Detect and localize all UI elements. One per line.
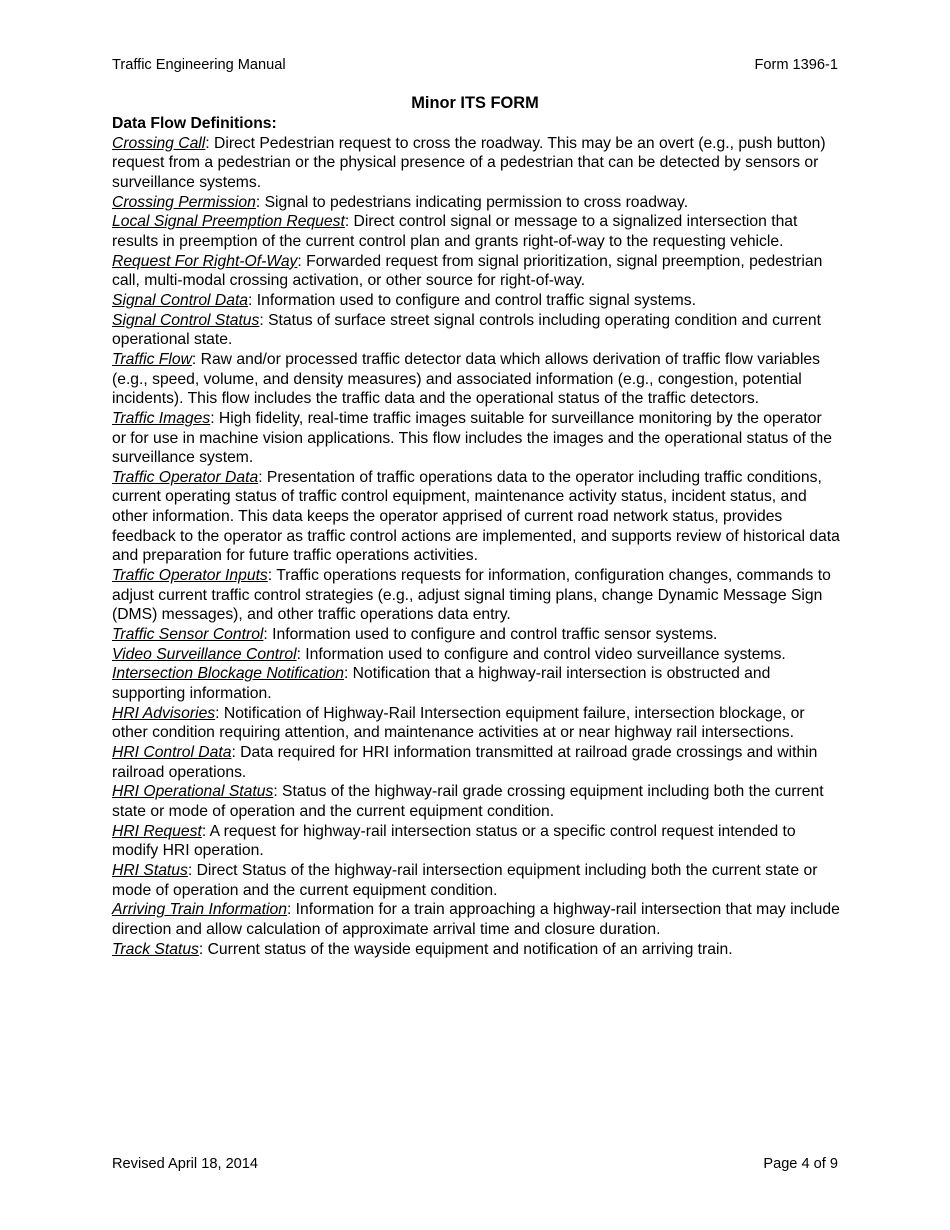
definition-track-status (112, 940, 840, 960)
definition-term: Signal Control Status (112, 311, 260, 329)
definition-hri-control-data (112, 743, 840, 782)
definition-term: Arriving Train Information (112, 901, 287, 919)
definition-hri-request (112, 822, 840, 861)
header-manual-title: Traffic Engineering Manual (112, 57, 286, 73)
definition-term: Signal Control Data (112, 291, 249, 309)
definition-traffic-sensor-control (112, 625, 840, 645)
definition-text: : Data required for HRI information transmitted at railroad grade crossings and within railroad operations. (112, 744, 818, 781)
definition-hri-operational-status (112, 782, 840, 821)
definition-term: HRI Status (112, 861, 188, 879)
definition-intersection-blockage-notification (112, 664, 840, 703)
footer-revision-date: Revised April 18, 2014 (112, 1156, 259, 1172)
definition-text: : Information used to configure and control traffic sensor systems. (263, 626, 718, 644)
definition-term: Track Status (112, 940, 199, 958)
definition-text: : Status of surface street signal controls including operating condition and current operational state. (112, 311, 821, 349)
footer-page-number: Page 4 of 9 (763, 1156, 838, 1172)
document-body (112, 114, 840, 959)
definition-video-surveillance-control (112, 645, 840, 665)
definition-term: Intersection Blockage Notification (112, 665, 344, 683)
definition-signal-control-status (112, 311, 840, 350)
definition-hri-advisories (112, 704, 840, 743)
definition-text: : Direct Status of the highway-rail intersection equipment including both the current state or mode of operation and the current equipment condition. (112, 861, 818, 899)
definition-traffic-flow (112, 350, 840, 409)
definition-term: Local Signal Preemption Request (112, 213, 345, 231)
definition-term: HRI Control Data (112, 744, 232, 761)
definition-term: Video Surveillance Control (112, 645, 297, 663)
section-heading: Data Flow Definitions: (112, 115, 277, 132)
definition-text: : Current status of the wayside equipment and notification of an arriving train. (198, 940, 733, 958)
definition-crossing-permission (112, 193, 840, 213)
definition-text: : Raw and/or processed traffic detector data which allows derivation of traffic flow variables (e.g., speed, volume, and density measures) and associated information (e.g., congestion, potential incidents). This flow includes the traffic data and the operational status of the traffic detectors. (112, 350, 821, 408)
definition-signal-control-data (112, 291, 840, 311)
definition-request-for-right-of-way (112, 252, 840, 291)
definition-text: : Notification of Highway-Rail Intersection equipment failure, intersection blockage, or other condition requiring attention, and maintenance activities at or near highway rail intersections. (112, 704, 805, 742)
definition-text: : Information used to configure and control traffic signal systems. (248, 291, 696, 309)
definition-text: : A request for highway-rail intersection status or a specific control request intended to modify HRI operation. (112, 822, 796, 860)
header-form-number: Form 1396-1 (754, 57, 838, 73)
definition-term: HRI Request (112, 822, 202, 840)
definition-hri-status (112, 861, 840, 900)
definition-traffic-operator-inputs (112, 566, 840, 625)
definition-term: Traffic Images (112, 409, 211, 427)
definition-term: Crossing Permission (112, 193, 256, 211)
definition-term: Request For Right-Of-Way (112, 252, 298, 270)
definition-traffic-images (112, 409, 840, 468)
definition-local-signal-preemption-request (112, 212, 840, 251)
definition-text: : Notification that a highway-rail intersection is obstructed and supporting information. (112, 665, 771, 703)
definition-text: : Information used to configure and control video surveillance systems. (296, 645, 786, 663)
definition-term: Traffic Operator Inputs (112, 567, 268, 585)
definition-term: Traffic Sensor Control (112, 626, 264, 644)
definition-text: : Signal to pedestrians indicating permission to cross roadway. (255, 193, 689, 211)
definition-term: Traffic Operator Data (112, 468, 259, 486)
definition-traffic-operator-data (112, 468, 840, 566)
definition-term: HRI Advisories (112, 704, 216, 722)
page-title: Minor ITS FORM (411, 94, 539, 112)
definition-text: : Forwarded request from signal prioritization, signal preemption, pedestrian call, multi-modal crossing activation, or other source for right-of-way. (112, 252, 823, 290)
definition-text: : Status of the highway-rail grade crossing equipment including both the current state or mode of operation and the current equipment condition. (112, 783, 824, 820)
definition-text: : Traffic operations requests for information, configuration changes, commands to adjust current traffic control strategies (e.g., adjust signal timing plans, change Dynamic Message Sign (DMS) messages), and other traffic operations data entry. (112, 567, 831, 624)
definition-term: Traffic Flow (112, 350, 192, 368)
definition-term: Crossing Call (112, 134, 206, 152)
definition-text: : High fidelity, real-time traffic images suitable for surveillance monitoring by the operator or for use in machine vision applications. This flow includes the images and the operational status of the surveillance system. (112, 409, 833, 467)
definition-crossing-call (112, 134, 840, 193)
definition-text: : Information for a train approaching a highway-rail intersection that may include direction and allow calculation of approximate arrival time and closure duration. (112, 901, 840, 938)
definition-text: : Direct Pedestrian request to cross the roadway. This may be an overt (e.g., push button) request from a pedestrian or the physical presence of a pedestrian that can be detected by sensors or surveillance systems. (112, 134, 826, 191)
definition-arriving-train-information (112, 900, 840, 939)
definition-text: : Direct control signal or message to a signalized intersection that results in preemption of the current control plan and grants right-of-way to the requesting vehicle. (112, 213, 798, 250)
definition-term: HRI Operational Status (112, 783, 274, 801)
definition-text: : Presentation of traffic operations data to the operator including traffic conditions, current operating status of traffic control equipment, maintenance activity status, incident status, and other information. This data keeps the operator apprised of current road network status, provides feedback to the operator as traffic control actions are implemented, and supports review of historical data and preparation for future traffic operations activities. (112, 468, 840, 565)
